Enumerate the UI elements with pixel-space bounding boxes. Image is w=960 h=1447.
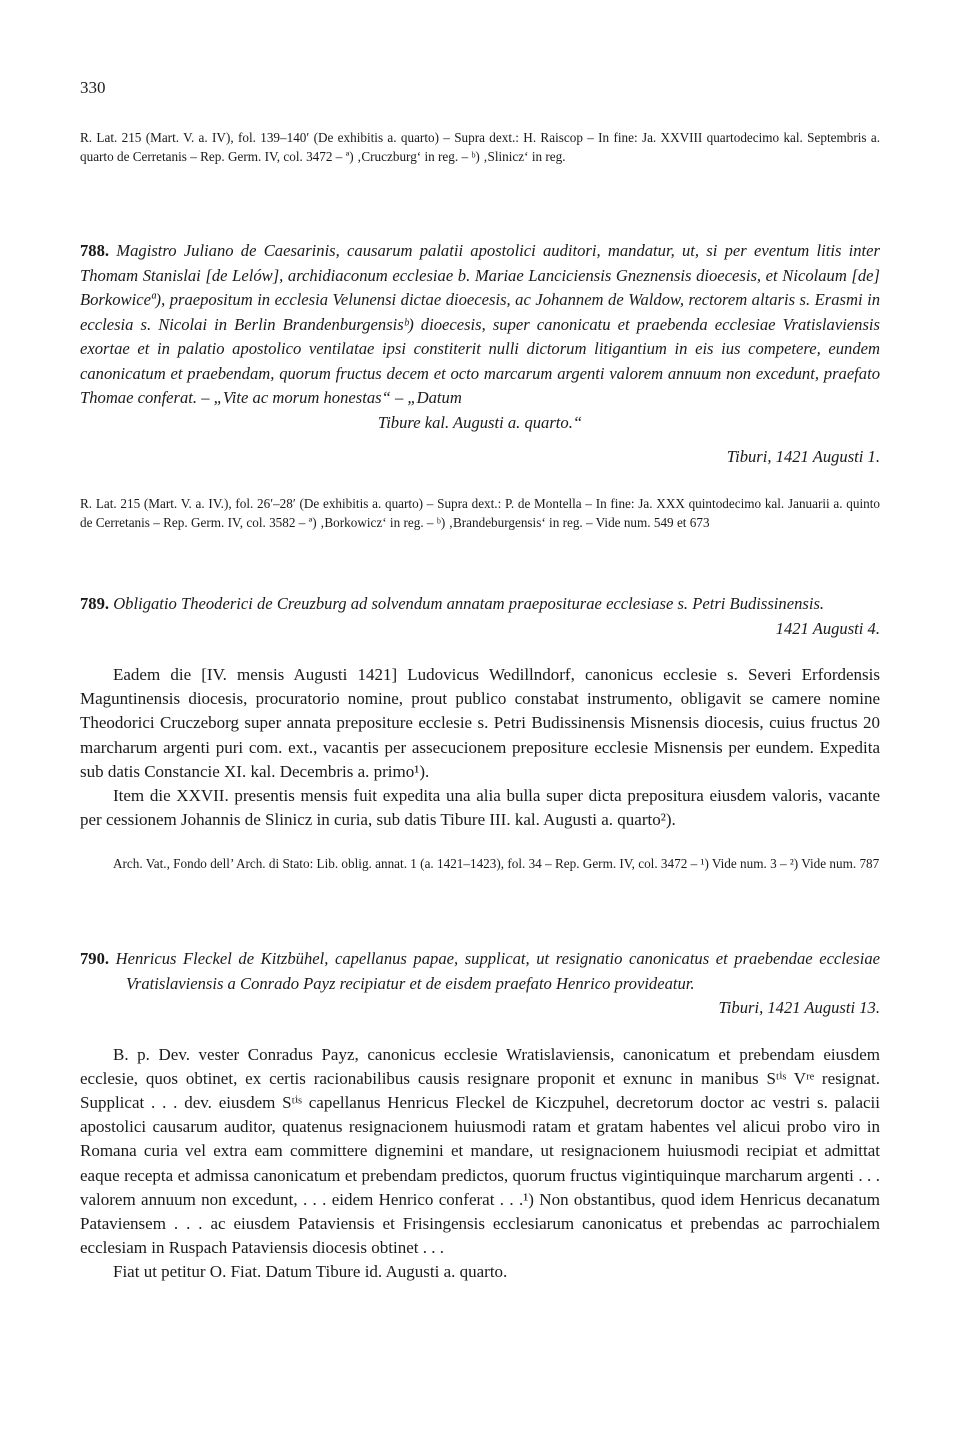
entry-date: Tiburi, 1421 Augusti 13. — [718, 998, 880, 1017]
apparatus-note-787 — [80, 128, 880, 166]
entry-number: 789. — [80, 594, 110, 613]
body-paragraph: Item die XXVII. presentis mensis fuit expedita una alia bulla super dicta prepositura eiusdem valoris, vacante per cessionem Johannis de Slinicz in curia, sub datis Tibure III. kal. Augusti a. quarto²). — [80, 786, 880, 830]
regest-title: Henricus Fleckel de Kitzbühel, capellanus papae, supplicat, ut resignatio canonicatus et praebendae ecclesiae Vratislaviensis a Conrado Payz recipiatur et de eisdem praefato Henrico provideatur. — [115, 949, 880, 993]
entry-number: 790. — [80, 949, 110, 968]
apparatus-note-789: Arch. Vat., Fondo dell’ Arch. di Stato: Lib. oblig. annat. 1 (a. 1421–1423), fol. 34 – Rep. Germ. IV, col. 3472 – ¹) Vide num. 3 – ²) Vide num. 787 — [113, 856, 880, 872]
body-paragraph: B. p. Dev. vester Conradus Payz, canonicus ecclesie Wratislaviensis, canonicatum et prebendam eiusdem ecclesie, quos obtinet, ex certis racionabilibus causis resignare proponit et exnunc in manibus Sᵗⁱˢ Vʳᵉ resignat. Supplicat . . . dev. eiusdem Sᵗⁱˢ capellanus Henricus Fleckel de Kiczpuhel, decretorum doctor ac vestri s. palacii apostolici causarum auditor, quatenus resignacionem huiusmodi ratam et gratam habentes vel alicui probo viro in Romana curia vel extra eam committere dignemini et mandare, ut resignacionem huiusmodi recipiat et admittat eaque recepta et admissa canonicatum et prebendam predictos, quorum fructus vigintiquinque marcharum argenti . . . valorem annuum non excedunt, . . . eidem Henrico conferat . . .¹) Non obstantibus, quod idem Henricus decanatum Pataviensem . . . ac eiusdem Pataviensis et Frisingensis ecclesiarum canonicatus et prebendas ac parrochialem ecclesiam in Ruspach Pataviensis diocesis obtinet . . . — [80, 1044, 880, 1258]
regest-text-end: Tibure kal. Augusti a. quarto.“ — [377, 412, 583, 432]
body-paragraph: Fiat ut petitur O. Fiat. Datum Tibure id. Augusti a. quarto. — [113, 1262, 508, 1282]
entry-date: Tiburi, 1421 Augusti 1. — [726, 447, 880, 466]
page-number: 330 — [80, 78, 106, 97]
entry-788-regest — [80, 239, 880, 411]
regest-title: Obligatio Theoderici de Creuzburg ad solvendum annatam praepositurae ecclesiase s. Petri Budissinensis. — [113, 594, 825, 613]
apparatus-note-788: R. Lat. 215 (Mart. V. a. IV.), fol. 26′–28′ (De exhibitis a. quarto) – Supra dext.: P. de Montella – In fine: Ja. XXX quintodecimo kal. Januarii a. quinto de Cerretanis – Rep. Germ. IV, col. 3582 – ª) ‚Borkowicz‘ in reg. – ᵇ) ‚Brandeburgensis‘ in reg. – Vide num. 549 et 673 — [80, 495, 880, 530]
entry-790-regest — [80, 947, 880, 996]
entry-789 — [80, 592, 880, 873]
entry-number: 788. — [80, 241, 110, 260]
body-paragraph: Eadem die [IV. mensis Augusti 1421] Ludovicus Wedillndorf, canonicus ecclesie s. Severi Erfordensis Maguntinensis diocesis, procuratorio nomine, prout publico constabat instrumento, obligavit se camere nomine Theodorici Cruczeborg super annata prepositure ecclesie s. Petri Budissinensis Misnensis diocesis, cuius fructus 20 marcharum argenti puri com. ext., vacantis per assecucionem prepositure ecclesie Misnensis per eundem. Expedita sub datis Constancie XI. kal. Decembris a. primo¹). — [80, 665, 880, 781]
regest-text: Magistro Juliano de Caesarinis, causarum palatii apostolici auditori, mandatur, ut, si per eventum litis inter Thomam Stanislai [de Lelów], archidiaconum ecclesiae b. Mariae Lanciciensis Gneznensis dioecesis, et Nicolaum [de] Borkowiceª), praepositum in ecclesia Velunensi dictae dioecesis, ac Johannem de Waldow, rectorem altaris s. Erasmi in ecclesia s. Nicolai in Berlin Brandenburgensisᵇ) dioecesis, super canonicatu et praebenda ecclesiae Vratislaviensis exortae et in palatio apostolico ventilatae ipsi constiterit nulli dictorum litigantium in eis ius competere, eundem canonicatum et praebendam, quorum fructus decem et octo marcarum argenti valorem annuum non excedunt, praefato Thomae conferat. – „Vite ac morum honestas“ – „Datum — [80, 241, 880, 407]
entry-788 — [80, 239, 880, 532]
entry-790 — [80, 947, 880, 1285]
note-text: R. Lat. 215 (Mart. V. a. IV), fol. 139–140′ (De exhibitis a. quarto) – Supra dext.: H. Raiscop – In fine: Ja. XXVIII quartodecimo kal. Septembris a. quarto de Cerretanis – Rep. Germ. IV, col. 3472 – ª) ‚Cruczburg‘ in reg. – ᵇ) ‚Slinicz‘ in reg. — [80, 130, 880, 164]
entry-date: 1421 Augusti 4. — [775, 618, 880, 638]
entry-789-regest — [80, 592, 880, 617]
